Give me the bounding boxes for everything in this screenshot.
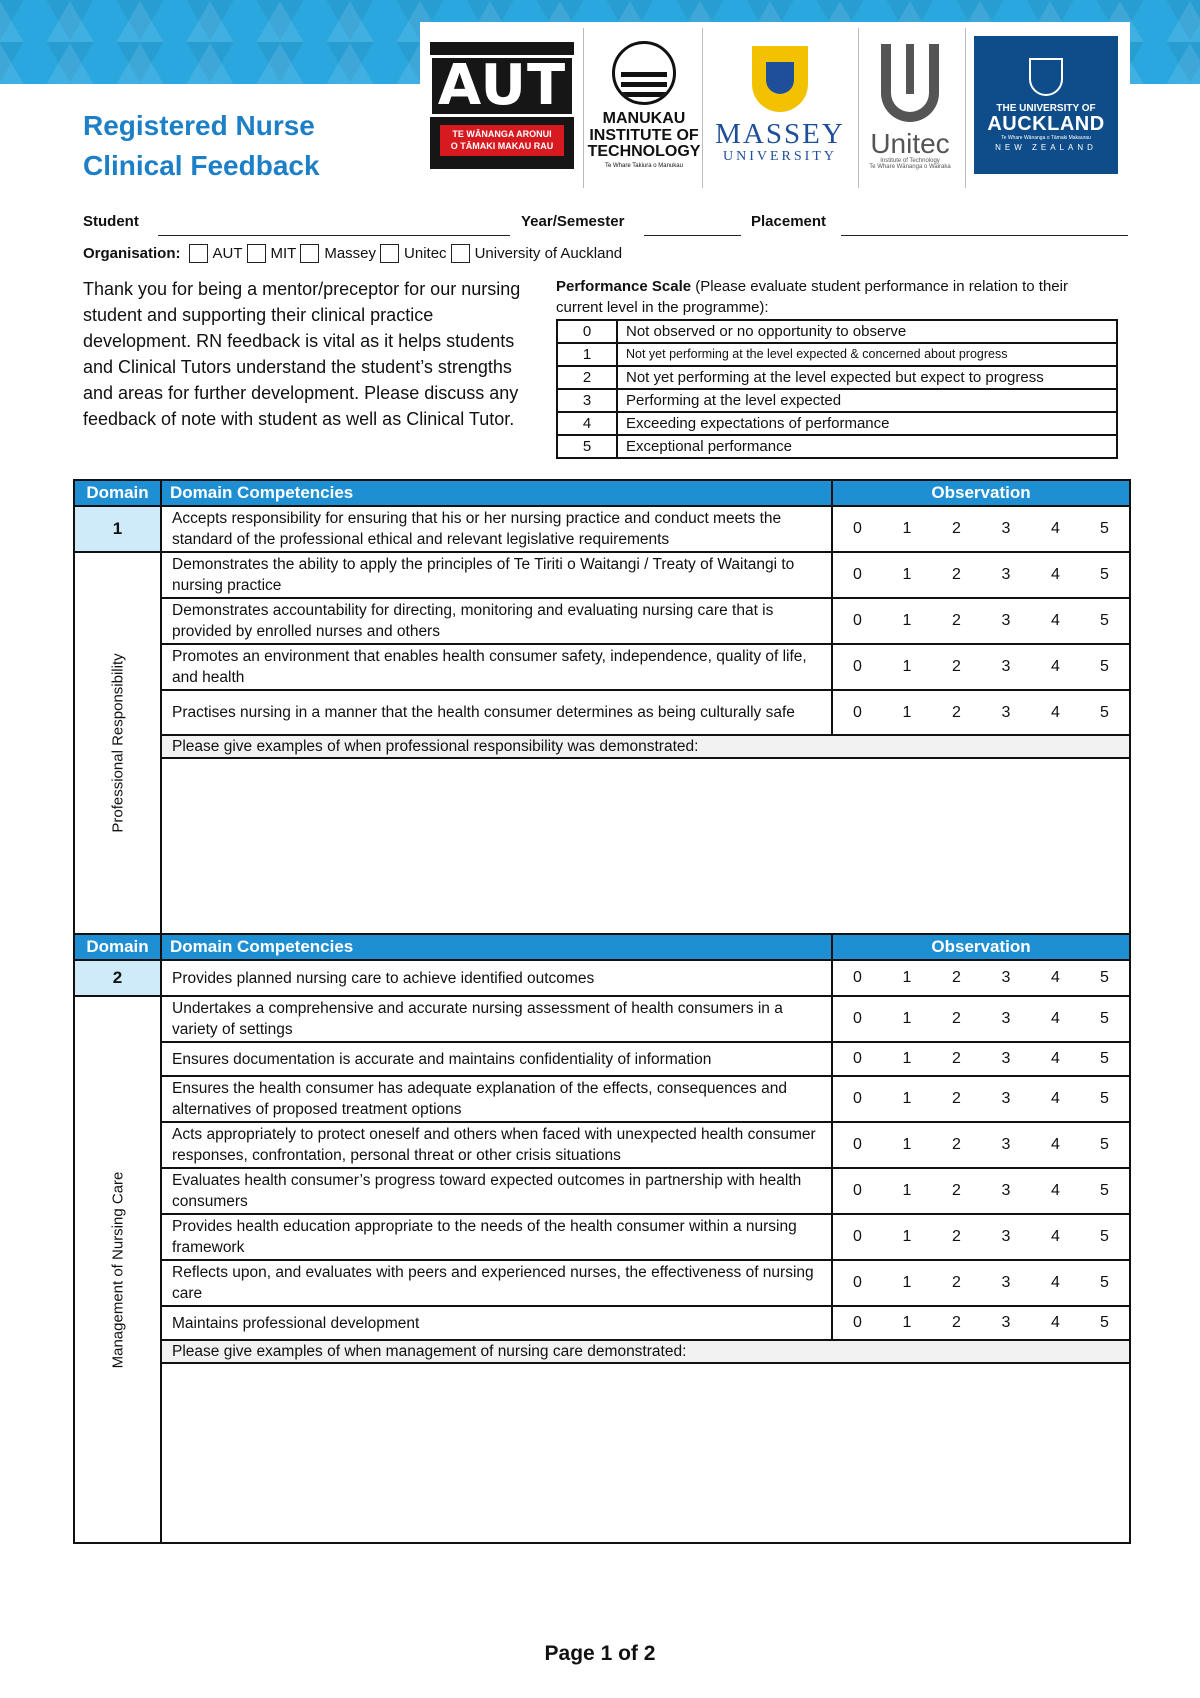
score-option[interactable]: 2 [932,506,981,552]
competency-text: Maintains professional development [161,1306,832,1340]
score-option[interactable]: 3 [981,552,1031,598]
score-option[interactable]: 1 [882,552,932,598]
scale-description: Performing at the level expected [617,389,1117,412]
score-option[interactable]: 3 [981,1260,1031,1306]
score-option[interactable]: 0 [832,644,882,690]
score-option[interactable]: 2 [932,1306,981,1340]
domain-side-label: Management of Nursing Care [109,1171,126,1368]
competency-row [74,996,1130,1042]
option-label: Massey [324,244,377,262]
examples-box-row [74,758,1130,934]
domain-header: Domain [74,480,161,506]
competencies-header: Domain Competencies [161,934,832,960]
performance-scale-heading [556,276,1096,318]
organisation-row [83,242,622,264]
score-option[interactable]: 1 [882,960,932,996]
score-option[interactable]: 1 [882,1260,932,1306]
checkbox-unitec[interactable] [380,244,399,263]
score-option[interactable]: 2 [932,960,981,996]
score-option[interactable]: 1 [882,1076,932,1122]
option-label: AUT [212,244,243,262]
massey-logo-name: MASSEY [715,118,845,150]
competency-row [74,1076,1130,1122]
scale-row [557,435,1117,458]
score-option[interactable]: 4 [1031,552,1080,598]
competency-text: Acts appropriately to protect oneself and others when faced with unexpected health consumer responses, confrontation, personal threat or other crisis situations [161,1122,832,1168]
score-option[interactable]: 4 [1031,1214,1080,1260]
score-option[interactable]: 2 [932,552,981,598]
competency-row [74,598,1130,644]
competency-row [74,1042,1130,1076]
score-option[interactable]: 4 [1031,690,1080,735]
domain-side-label-cell [74,996,161,1543]
logo-divider [583,28,584,188]
score-option[interactable]: 5 [1080,1042,1130,1076]
competency-row [74,1306,1130,1340]
score-option[interactable]: 5 [1080,690,1130,735]
score-option[interactable]: 1 [882,1168,932,1214]
score-option[interactable]: 0 [832,960,882,996]
page-title-line1: Registered Nurse [83,110,315,141]
score-option[interactable]: 3 [981,1042,1031,1076]
massey-logo [710,38,850,173]
score-option[interactable]: 5 [1080,1168,1130,1214]
aut-logo-subtitle: TE WĀNANGA ARONUI O TĀMAKI MAKAU RAU [440,125,564,156]
competency-row [74,960,1130,996]
score-option[interactable]: 5 [1080,1214,1130,1260]
massey-crest-icon [752,46,808,112]
option-label: MIT [270,244,297,262]
score-option[interactable]: 3 [981,690,1031,735]
score-option[interactable]: 4 [1031,1260,1080,1306]
score-option[interactable]: 4 [1031,1042,1080,1076]
auckland-crest-icon [1029,58,1063,96]
score-option[interactable]: 0 [832,1122,882,1168]
score-option[interactable]: 5 [1080,552,1130,598]
mit-emblem-icon [612,41,676,105]
score-option[interactable]: 2 [932,1042,981,1076]
scale-row [557,320,1117,343]
score-option[interactable]: 0 [832,1306,882,1340]
score-option[interactable]: 1 [882,506,932,552]
competency-text: Ensures documentation is accurate and maintains confidentiality of information [161,1042,832,1076]
observation-header: Observation [832,480,1130,506]
competency-row [74,1122,1130,1168]
mit-logo [587,30,701,180]
student-label: Student [83,213,139,230]
competency-text: Evaluates health consumer’s progress toward expected outcomes in partnership with health consumers [161,1168,832,1214]
domain-number: 1 [74,506,161,552]
competency-text: Reflects upon, and evaluates with peers and experienced nurses, the effectiveness of nursing care [161,1260,832,1306]
prompt-row [74,735,1130,758]
unitec-logo-name: Unitec [870,128,950,159]
year-semester-label: Year/Semester [521,213,625,230]
scale-row [557,412,1117,435]
competency-text: Practises nursing in a manner that the health consumer determines as being culturally safe [161,690,832,735]
score-option[interactable]: 4 [1031,1306,1080,1340]
score-option[interactable]: 2 [932,996,981,1042]
logo-divider [702,28,703,188]
competency-row [74,1214,1130,1260]
scale-description: Not observed or no opportunity to observe [617,320,1117,343]
competency-text: Provides planned nursing care to achieve identified outcomes [161,960,832,996]
scale-number: 3 [557,389,617,412]
option-label: University of Auckland [474,244,623,262]
score-option[interactable]: 5 [1080,1076,1130,1122]
score-option[interactable]: 3 [981,1076,1031,1122]
domain-header-row [74,480,1130,506]
mit-logo-tagline: Te Whare Takiura o Manukau [605,163,683,170]
score-option[interactable]: 4 [1031,1076,1080,1122]
competency-row [74,506,1130,552]
score-option[interactable]: 3 [981,1214,1031,1260]
logo-divider [858,28,859,188]
logo-divider [965,28,966,188]
auckland-logo-line1: THE UNIVERSITY OF [996,103,1096,114]
scale-description: Not yet performing at the level expected but expect to progress [617,366,1117,389]
score-option[interactable]: 0 [832,690,882,735]
score-option[interactable]: 5 [1080,960,1130,996]
domain-2-table [73,933,1131,1544]
score-option[interactable]: 1 [882,1122,932,1168]
score-option[interactable]: 2 [932,1168,981,1214]
organisation-label: Organisation: [83,244,181,262]
domain-side-label-cell [74,552,161,934]
score-option[interactable]: 0 [832,506,882,552]
examples-prompt: Please give examples of when management of nursing care demonstrated: [161,1340,1130,1363]
mit-logo-name: MANUKAU INSTITUTE OF TECHNOLOGY [587,109,701,161]
competency-row [74,1168,1130,1214]
unitec-logo [862,32,958,182]
score-option[interactable]: 1 [882,996,932,1042]
competency-row [74,1260,1130,1306]
competency-text: Demonstrates the ability to apply the principles of Te Tiriti o Waitangi / Treaty of Waitangi to nursing practice [161,552,832,598]
score-option[interactable]: 0 [832,1076,882,1122]
score-option[interactable]: 4 [1031,1168,1080,1214]
score-option[interactable]: 0 [832,1042,882,1076]
score-option[interactable]: 0 [832,1168,882,1214]
domain-1-table [73,479,1131,935]
intro-text: Thank you for being a mentor/preceptor for our nursing student and supporting their clinical practice development. RN feedback is vital as it helps students and Clinical Tutors understand the student’s strengths and areas for further development. Please discuss any feedback of note with student as well as Clinical Tutor. [83,279,521,429]
year-semester-field[interactable] [644,235,741,236]
score-option[interactable]: 4 [1031,644,1080,690]
examples-text-area[interactable] [161,758,1130,934]
auckland-logo [974,36,1118,174]
score-option[interactable]: 2 [932,1214,981,1260]
checkbox-aut[interactable] [189,244,208,263]
competency-row [74,644,1130,690]
score-option[interactable]: 2 [932,1076,981,1122]
performance-scale-table [556,319,1118,459]
score-option[interactable]: 5 [1080,598,1130,644]
score-option[interactable]: 4 [1031,598,1080,644]
score-option[interactable]: 1 [882,598,932,644]
prompt-row [74,1340,1130,1363]
score-option[interactable]: 3 [981,1122,1031,1168]
auckland-logo-line2: AUCKLAND [987,113,1105,135]
checkbox-massey[interactable] [300,244,319,263]
score-option[interactable]: 4 [1031,1122,1080,1168]
score-option[interactable]: 3 [981,960,1031,996]
score-option[interactable]: 0 [832,598,882,644]
score-option[interactable]: 5 [1080,1122,1130,1168]
score-option[interactable]: 1 [882,1042,932,1076]
domain-side-label: Professional Responsibility [109,653,126,833]
competencies-header: Domain Competencies [161,480,832,506]
score-option[interactable]: 3 [981,644,1031,690]
scale-number: 4 [557,412,617,435]
score-option[interactable]: 3 [981,1306,1031,1340]
score-option[interactable]: 3 [981,598,1031,644]
competency-text: Undertakes a comprehensive and accurate nursing assessment of health consumers in a variety of settings [161,996,832,1042]
massey-logo-sub: UNIVERSITY [723,149,837,164]
unitec-u-icon [881,44,939,122]
score-option[interactable]: 3 [981,996,1031,1042]
aut-logo [430,42,574,169]
scale-number: 5 [557,435,617,458]
competency-text: Accepts responsibility for ensuring that his or her nursing practice and conduct meets the standard of the professional ethical and relevant legislative requirements [161,506,832,552]
placement-field[interactable] [841,235,1128,236]
option-label: Unitec [404,244,447,262]
score-option[interactable]: 3 [981,1168,1031,1214]
score-option[interactable]: 0 [832,552,882,598]
scale-description: Not yet performing at the level expected & concerned about progress [617,343,1117,366]
auckland-logo-line3: Te Whare Wānanga o Tāmaki Makaurau [1001,135,1091,141]
score-option[interactable]: 5 [1080,644,1130,690]
page-title [83,106,320,186]
competency-text: Provides health education appropriate to the needs of the health consumer within a nursing framework [161,1214,832,1260]
scale-row [557,389,1117,412]
scale-number: 1 [557,343,617,366]
examples-prompt: Please give examples of when professional responsibility was demonstrated: [161,735,1130,758]
score-option[interactable]: 4 [1031,996,1080,1042]
score-option[interactable]: 2 [932,1260,981,1306]
checkbox-university-of-auckland[interactable] [451,244,470,263]
performance-scale-title: Performance Scale [556,278,692,295]
scale-description: Exceeding expectations of performance [617,412,1117,435]
score-option[interactable]: 1 [882,644,932,690]
score-option[interactable]: 1 [882,1214,932,1260]
score-option[interactable]: 5 [1080,1260,1130,1306]
page-title-line2: Clinical Feedback [83,150,320,181]
competency-row [74,552,1130,598]
observation-header: Observation [832,934,1130,960]
domain-number: 2 [74,960,161,996]
checkbox-mit[interactable] [247,244,266,263]
scale-row [557,343,1117,366]
score-option[interactable]: 0 [832,1260,882,1306]
score-option[interactable]: 1 [882,1306,932,1340]
scale-number: 2 [557,366,617,389]
unitec-logo-sub: Institute of Technology Te Whare Wānanga o Wairaka [869,158,951,170]
placement-label: Placement [751,213,827,230]
score-option[interactable]: 0 [832,996,882,1042]
competency-text: Promotes an environment that enables health consumer safety, independence, quality of life, and health [161,644,832,690]
score-option[interactable]: 0 [832,1214,882,1260]
aut-logo-name: AUT [429,55,575,117]
page-number: Page 1 of 2 [544,1642,656,1665]
domain-header: Domain [74,934,161,960]
student-field[interactable] [158,235,510,236]
examples-text-area[interactable] [161,1363,1130,1543]
competency-text: Ensures the health consumer has adequate explanation of the effects, consequences and alternatives of proposed treatment options [161,1076,832,1122]
score-option[interactable]: 3 [981,506,1031,552]
score-option[interactable]: 2 [932,1122,981,1168]
score-option[interactable]: 2 [932,644,981,690]
competency-text: Demonstrates accountability for directing, monitoring and evaluating nursing care that is provided by enrolled nurses and others [161,598,832,644]
scale-row [557,366,1117,389]
scale-number: 0 [557,320,617,343]
score-option[interactable]: 5 [1080,1306,1130,1340]
auckland-logo-line4: NEW ZEALAND [995,143,1097,152]
score-option[interactable]: 1 [882,690,932,735]
score-option[interactable]: 2 [932,598,981,644]
domain-header-row [74,934,1130,960]
examples-box-row [74,1363,1130,1543]
score-option[interactable]: 4 [1031,960,1080,996]
score-option[interactable]: 2 [932,690,981,735]
competency-row [74,690,1130,735]
score-option[interactable]: 4 [1031,506,1080,552]
performance-scale-note: (Please evaluate student performance in relation to their current level in the programme): [556,278,1068,316]
scale-description: Exceptional performance [617,435,1117,458]
score-option[interactable]: 5 [1080,506,1130,552]
score-option[interactable]: 5 [1080,996,1130,1042]
